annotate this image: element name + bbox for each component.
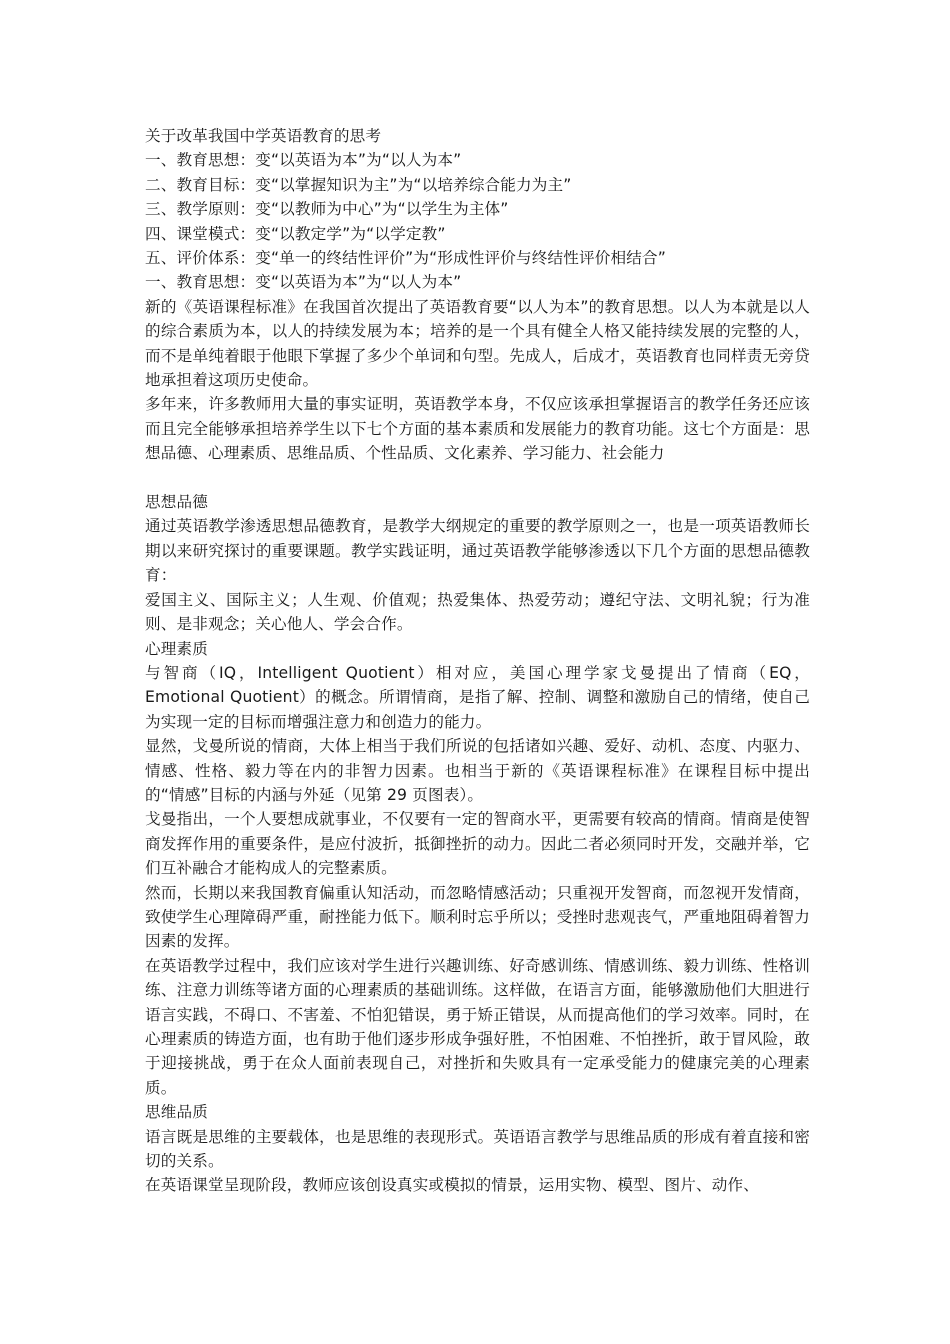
- document-title: 关于改革我国中学英语教育的思考: [145, 127, 382, 145]
- paragraph: 通过英语教学渗透思想品德教育，是教学大纲规定的重要的教学原则之一，也是一项英语教师长期以来研究探讨的重要课题。教学实践证明，通过英语教学能够渗透以下几个方面的思想品德教育：: [145, 517, 810, 585]
- paragraph: 爱国主义、国际主义；人生观、价值观；热爱集体、热爱劳动；遵纪守法、文明礼貌；行为准则、是非观念；关心他人、学会合作。: [145, 590, 810, 634]
- paragraph: 新的《英语课程标准》在我国首次提出了英语教育要“以人为本”的教育思想。以人为本就是以人的综合素质为本，以人的持续发展为本；培养的是一个具有健全人格又能持续发展的完整的人，而不是单纯着眼于他眼下掌握了多少个单词和句型。先成人，后成才，英语教育也同样责无旁贷地承担着这项历史使命。: [145, 297, 810, 390]
- outline-item: 四、课堂模式：变“以教定学”为“以学定教”: [145, 224, 446, 243]
- outline-item: 一、教育思想：变“以英语为本”为“以人为本”: [145, 151, 462, 170]
- paragraph: 与智商（IQ，Intelligent Quotient）相对应，美国心理学家戈曼提出了情商（EQ，Emotional Quotient）的概念。所谓情商，是指了解、控制、调整和激励自己的情绪，使自己为实现一定的目标而增强注意力和创造力的能力。: [145, 663, 810, 731]
- outline-item: 二、教育目标：变“以掌握知识为主”为“以培养综合能力为主”: [145, 175, 572, 194]
- outline-item: 三、教学原则：变“以教师为中心”为“以学生为主体”: [145, 200, 509, 219]
- paragraph: 语言既是思维的主要载体，也是思维的表现形式。英语语言教学与思维品质的形成有着直接和密切的关系。: [145, 1127, 810, 1171]
- outline-item: 五、评价体系：变“单一的终结性评价”为“形成性评价与终结性评价相结合”: [145, 249, 666, 268]
- paragraph: 然而，长期以来我国教育偏重认知活动，而忽略情感活动；只重视开发智商，而忽视开发情商，致使学生心理障碍严重，耐挫能力低下。顺利时忘乎所以；受挫时悲观丧气，严重地阻碍着智力因素的发挥。: [145, 883, 810, 951]
- subsection-heading: 心理素质: [145, 639, 208, 658]
- paragraph: 戈曼指出，一个人要想成就事业，不仅要有一定的智商水平，更需要有较高的情商。情商是使智商发挥作用的重要条件，是应付波折，抵御挫折的动力。因此二者必须同时开发，交融并举，它们互补融合才能构成人的完整素质。: [145, 810, 810, 878]
- blank-line: [145, 466, 810, 490]
- section-heading: 一、教育思想：变“以英语为本”为“以人为本”: [145, 273, 462, 292]
- paragraph: 在英语课堂呈现阶段，教师应该创设真实或模拟的情景，运用实物、模型、图片、动作、: [145, 1176, 760, 1195]
- document-body: [145, 124, 810, 1198]
- paragraph: 显然，戈曼所说的情商，大体上相当于我们所说的包括诸如兴趣、爱好、动机、态度、内驱力、情感、性格、毅力等在内的非智力因素。也相当于新的《英语课程标准》在课程目标中提出的“情感”目标的内涵与外延（见第 29 页图表）。: [145, 737, 810, 804]
- subsection-heading: 思想品德: [145, 493, 208, 512]
- paragraph: 多年来，许多教师用大量的事实证明，英语教学本身，不仅应该承担掌握语言的教学任务还应该而且完全能够承担培养学生以下七个方面的基本素质和发展能力的教育功能。这七个方面是：思想品德、心理素质、思维品质、个性品质、文化素养、学习能力、社会能力: [145, 395, 810, 463]
- paragraph: 在英语教学过程中，我们应该对学生进行兴趣训练、好奇感训练、情感训练、毅力训练、性格训练、注意力训练等诸方面的心理素质的基础训练。这样做，在语言方面，能够激励他们大胆进行语言实践，不碍口、不害羞、不怕犯错误，勇于矫正错误，从而提高他们的学习效率。同时，在心理素质的铸造方面，也有助于他们逐步形成争强好胜，不怕困难、不怕挫折，敢于冒风险，敢于迎接挑战，勇于在众人面前表现自己，对挫折和失败具有一定承受能力的健康完美的心理素质。: [145, 956, 810, 1097]
- subsection-heading: 思维品质: [145, 1103, 208, 1122]
